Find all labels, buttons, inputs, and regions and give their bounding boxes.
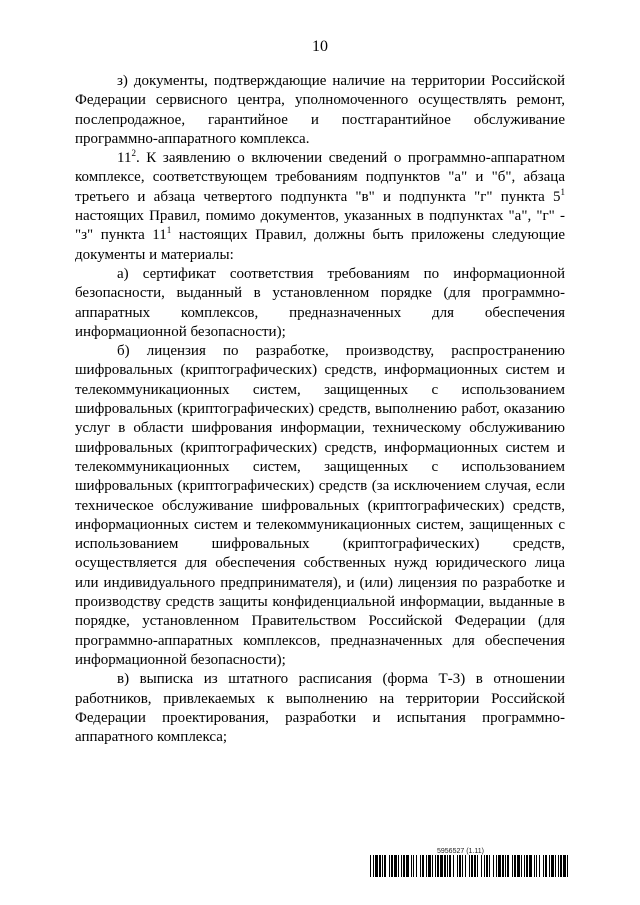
point-number: 11 — [117, 150, 132, 167]
document-body — [75, 72, 565, 747]
superscript: 1 — [166, 225, 172, 236]
superscript: 2 — [131, 148, 136, 159]
paragraph-a: а) сертификат соответствия требованиям по информационной безопасности, выданный в установленном порядке (для программно-аппаратных комплексов, предназначенных для обеспечения информационной безопасности); — [75, 265, 565, 340]
paragraph-text: . К заявлению о включении сведений о программно-аппаратном комплексе, соответствующем требованиям подпунктов "а" и "б", абзаца третьего и абзаца четвертого подпункта "в" и подпункта "г" пункта 5 — [75, 150, 565, 205]
paragraph-b: б) лицензия по разработке, производству, распространению шифровальных (криптографических) средств, информационных систем и телекоммуникационных систем, защищенных с использованием шифровальных (криптографических) средств, выполнению работ, оказанию услуг в области шифрования информации, техническому обслуживанию шифровальных (криптографических) средств, информационных систем и телекоммуникационных систем, защищенных с использованием шифровальных (криптографических) средств (за исключением случая, если техническое обслуживание шифровальных (криптографических) средств, информационных систем и телекоммуникационных систем, защищенных с использованием шифровальных (криптографических) средств, осуществляется для обеспечения собственных нужд юридического лица или индивидуального предпринимателя), и (или) лицензия по разработке и производству средств защиты конфиденциальной информации, выданные в порядке, установленном Правительством Российской Федерации (для программно-аппаратных комплексов, предназначенных для обеспечения информационной безопасности); — [75, 343, 565, 668]
document-code: 5956527 (1.11) — [437, 848, 484, 855]
paragraph-11-2 — [75, 149, 565, 265]
barcode-image — [370, 855, 568, 877]
paragraph-text: настоящих Правил, помимо документов, указанных в подпунктах "а", "г" - "з" пункта 11 — [75, 208, 565, 244]
paragraph-text: настоящих Правил, должны быть приложены следующие документы и материалы: — [75, 227, 566, 263]
page-number: 10 — [312, 38, 328, 55]
superscript: 1 — [560, 186, 565, 197]
paragraph-z: з) документы, подтверждающие наличие на территории Российской Федерации сервисного центра, уполномоченного осуществлять ремонт, послепродажное, гарантийное и постгарантийное обслуживание программно-аппаратного комплекса. — [75, 73, 565, 147]
paragraph-v: в) выписка из штатного расписания (форма Т-3) в отношении работников, привлекаемых к выполнению на территории Российской Федерации проектирования, разработки и испытания программно-аппаратного комплекса; — [75, 671, 565, 746]
